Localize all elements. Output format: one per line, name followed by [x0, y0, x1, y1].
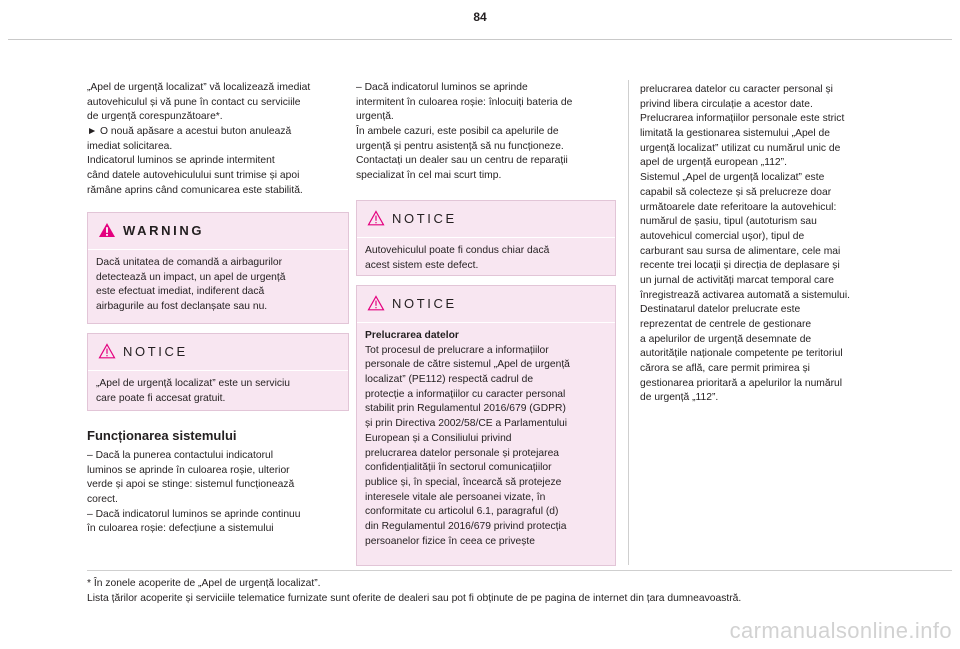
- text-line: Tot procesul de prelucrare a informațiilor: [365, 344, 549, 356]
- col3-text: [640, 83, 850, 406]
- text-line: recente trei locații și direcția de deplasare și: [640, 260, 840, 272]
- text-line: publice și, în special, încearcă să protejeze: [365, 476, 562, 488]
- text-line: reprezentat de centrele de gestionare: [640, 319, 812, 330]
- text-line: Contactați un dealer sau un centru de reparații: [356, 155, 568, 167]
- text-line: în culoarea roșie: defecțiune a sistemului: [87, 523, 274, 535]
- section-text: [87, 449, 301, 537]
- warning-box: [87, 212, 349, 324]
- notice-title: NOTICE: [392, 296, 457, 311]
- text-line: autoritățile naționale competente pe teritoriul: [640, 348, 843, 360]
- text-line: – Dacă indicatorul luminos se aprinde: [356, 82, 528, 93]
- text-line: numărul de șasiu, tipul (autoturism sau: [640, 216, 817, 228]
- text-line: autovehicul comercial ușor), tipul de: [640, 230, 805, 242]
- text-line: * În zonele acoperite de „Apel de urgență localizat”.: [87, 578, 321, 589]
- text-line: specializat în cel mai scurt timp.: [356, 170, 502, 182]
- text-line: carburant sau sursa de alimentare, cele mai: [640, 245, 841, 257]
- text-line: gestionarea prioritară a apelurilor la numărul: [640, 377, 843, 389]
- warning-icon: [98, 222, 116, 238]
- text-line: stabilit prin Regulamentul 2016/679 (GDPR): [365, 403, 566, 415]
- col1-intro: [87, 81, 310, 199]
- text-line: conformitate cu articolul 6.1, paragraful (d): [365, 506, 559, 518]
- text-line: personale de către sistemul „Apel de urgență: [365, 359, 570, 371]
- text-line: când datele autovehiculului sunt trimise și apoi: [87, 170, 300, 182]
- text-line: privind libera circulație a acestor date.: [640, 98, 813, 110]
- text-line: Destinatarul datelor prelucrate este: [640, 304, 801, 316]
- notice-header: [357, 286, 615, 323]
- text-line: interesele vitale ale persoanei vizate, în: [365, 491, 546, 503]
- text-line: localizat” (PE112) respectă cadrul de: [365, 374, 534, 386]
- text-line: capabil să colecteze și să prelucreze doar: [640, 186, 832, 198]
- page-number: 84: [473, 10, 487, 24]
- text-line: persoanelor fizice în ceea ce privește: [365, 535, 535, 547]
- text-line: de urgență corespunzătoare*.: [87, 111, 223, 123]
- text-line: acest sistem este defect.: [365, 259, 479, 271]
- notice-text: [365, 244, 549, 273]
- text-line: este efectuat imediat, indiferent dacă: [96, 286, 265, 298]
- text-line: Dacă unitatea de comandă a airbagurilor: [96, 257, 283, 268]
- text-line: Prelucrarea informațiilor personale este strict: [640, 113, 845, 125]
- text-line: un jurnal de activități marcat temporal care: [640, 274, 835, 286]
- data-processing-subheading: Prelucrarea datelor: [365, 330, 459, 341]
- column-divider: [628, 80, 629, 565]
- text-line: prelucrarea datelor personale și protejarea: [365, 447, 560, 459]
- footnote: [87, 577, 741, 606]
- text-line: care poate fi accesat gratuit.: [96, 392, 226, 404]
- text-line: de urgență „112”.: [640, 392, 719, 404]
- notice-header: [88, 334, 348, 371]
- notice-box-2: [356, 200, 616, 276]
- text-line: și prin Directiva 2002/58/CE a Parlamentului: [365, 418, 568, 430]
- notice-text: [96, 377, 290, 406]
- text-line: a apelurilor de urgență desemnate de: [640, 333, 812, 345]
- text-line: apel de urgență european „112”.: [640, 157, 787, 169]
- text-line: rămâne aprins când comunicarea este stabilită.: [87, 184, 303, 196]
- text-line: – Dacă la punerea contactului indicatorul: [87, 450, 274, 461]
- notice-header: [357, 201, 615, 238]
- text-line: Indicatorul luminos se aprinde intermitent: [87, 155, 275, 167]
- data-processing-lines: [365, 344, 570, 550]
- notice-icon: [367, 210, 385, 226]
- text-line: – Dacă indicatorul luminos se aprinde continuu: [87, 508, 301, 520]
- text-line: În ambele cazuri, este posibil ca apelurile de: [356, 126, 559, 138]
- text-line: urgență localizat” utilizat cu numărul unic de: [640, 142, 841, 154]
- warning-text: [96, 256, 285, 315]
- notice-box-1: [87, 333, 349, 411]
- notice-icon: [98, 343, 116, 359]
- notice-title: NOTICE: [392, 211, 457, 226]
- notice-icon: [367, 295, 385, 311]
- text-line: confidențialității în sectorul comunicațiilor: [365, 462, 552, 474]
- watermark: carmanualsonline.info: [729, 618, 952, 643]
- text-line: urgență.: [356, 111, 394, 123]
- notice-box-3: [356, 285, 616, 566]
- text-line: înregistrează activarea automată a sistemului.: [640, 289, 851, 301]
- header-divider: [8, 39, 952, 40]
- text-line: airbagurile au fost declanșate sau nu.: [96, 301, 268, 313]
- col2-intro: [356, 81, 572, 184]
- text-line: din Regulamentul 2016/679 privind protecția: [365, 520, 567, 532]
- section-heading: Funcționarea sistemului: [87, 428, 237, 443]
- text-line: autovehiculul și vă pune în contact cu serviciile: [87, 96, 301, 108]
- text-line: luminos se aprinde în culoarea roșie, ulterior: [87, 464, 290, 476]
- footnote-divider: [87, 570, 952, 571]
- text-line: imediat solicitarea.: [87, 140, 173, 152]
- data-processing-text: [365, 329, 570, 549]
- text-line: următoarele date referitoare la autovehicul:: [640, 201, 837, 213]
- text-line: detectează un impact, un apel de urgență: [96, 271, 286, 283]
- text-line: ► O nouă apăsare a acestui buton anulează: [87, 126, 292, 138]
- text-line: cărora se află, care permit primirea și: [640, 363, 810, 375]
- text-line: protecție a informațiilor cu caracter personal: [365, 388, 566, 400]
- text-line: Autovehiculul poate fi condus chiar dacă: [365, 245, 550, 256]
- text-line: intermitent în culoarea roșie: înlocuiți bateria de: [356, 96, 573, 108]
- text-line: „Apel de urgență localizat” este un serviciu: [96, 378, 291, 389]
- text-line: corect.: [87, 494, 118, 506]
- text-line: Sistemul „Apel de urgență localizat” este: [640, 172, 825, 184]
- text-line: European și a Consiliului privind: [365, 432, 512, 444]
- text-line: prelucrarea datelor cu caracter personal și: [640, 84, 833, 95]
- warning-title: WARNING: [123, 223, 205, 238]
- warning-header: [88, 213, 348, 250]
- text-line: verde și apoi se stinge: sistemul funcționează: [87, 479, 295, 491]
- text-line: Lista țărilor acoperite și serviciile telematice furnizate sunt oferite de dealeri sau pot fi obținute de pe pagina de internet din țara dumneavoastră.: [87, 592, 742, 604]
- text-line: „Apel de urgență localizat” vă localizează imediat: [87, 82, 311, 93]
- notice-title: NOTICE: [123, 344, 188, 359]
- text-line: limitată la gestionarea sistemului „Apel de: [640, 128, 831, 140]
- text-line: urgență și pentru asistență să nu funcționeze.: [356, 140, 564, 152]
